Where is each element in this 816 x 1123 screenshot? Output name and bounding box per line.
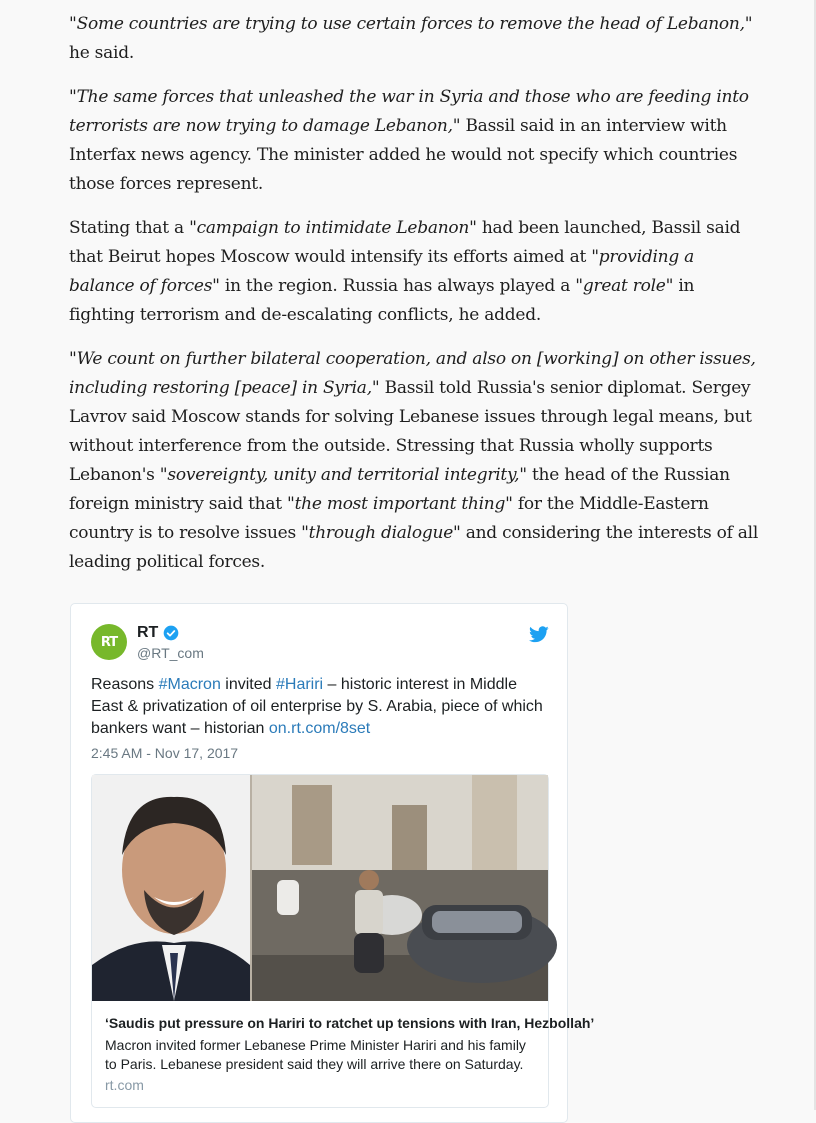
- link-preview-card[interactable]: [91, 774, 595, 1108]
- paragraph-text: " for the Middle-Eastern country is to resolve issues ": [69, 494, 709, 543]
- tweet-timestamp[interactable]: 2:45 AM - Nov 17, 2017: [91, 745, 239, 761]
- paragraph-text: " in the region. Russia has always played a: [212, 276, 576, 296]
- quote: through dialogue: [308, 523, 453, 543]
- paragraph-2: [69, 83, 759, 199]
- card-title[interactable]: ‘Saudis put pressure on Hariri to ratchet up tensions with Iran, Hezbollah’: [105, 1015, 595, 1031]
- quote: providing a balance of forces: [69, 247, 695, 296]
- paragraph-text: had been launched, Bassil said that Beirut hopes Moscow would intensify its efforts aimed at ": [69, 218, 741, 267]
- article-body: [69, 10, 759, 592]
- paragraph-3: [69, 214, 759, 330]
- paragraph-text: " the head of the Russian foreign ministry said that ": [69, 465, 730, 514]
- tweet-text-segment: Reasons: [91, 676, 159, 693]
- paragraph-text: Bassil told Russia's senior diplomat. Sergey Lavrov said Moscow stands for solving Lebanese issues through legal means, but without interference from the outside. Stressing that Russia wholly supports Lebanon's ": [69, 378, 752, 485]
- twitter-bird-icon[interactable]: [529, 626, 549, 643]
- quote: "Some countries are trying to use certain forces to remove the head of Lebanon,": [69, 14, 753, 34]
- tweet-text-segment: – historic interest in Middle East & privatization of oil enterprise by S. Arabia, piece of which bankers want – historian: [91, 676, 543, 737]
- tweet-author-handle[interactable]: @RT_com: [137, 645, 204, 661]
- tweet-author-name[interactable]: RT: [137, 624, 159, 641]
- tweet-text-segment: invited: [220, 676, 276, 693]
- hashtag-link[interactable]: #Hariri: [275, 676, 324, 693]
- tweet-url-link[interactable]: on.rt.com/8set: [268, 720, 371, 737]
- tweet-text: [91, 674, 553, 740]
- quote: sovereignty, unity and territorial integrity,: [167, 465, 520, 485]
- paragraph-1: [69, 10, 759, 68]
- paragraph-4: [69, 345, 759, 577]
- embedded-tweet[interactable]: [70, 603, 595, 1123]
- quote: the most important thing: [294, 494, 506, 514]
- paragraph-text: " and considering the interests of all leading political forces.: [69, 523, 759, 572]
- paragraph-text: Stating that a: [69, 218, 190, 238]
- paragraph-text: " Bassil said in an interview with Interfax news agency. The minister added he would not specify which countries those forces represent.: [69, 116, 738, 194]
- paragraph-text: he said.: [69, 43, 134, 63]
- avatar[interactable]: [91, 624, 127, 660]
- card-image: [92, 775, 548, 1001]
- paragraph-text: in fighting terrorism and de-escalating conflicts, he added.: [69, 276, 695, 325]
- quote: "The same forces that unleashed the war in Syria and those who are feeding into terrorists are now trying to damage Lebanon,: [69, 87, 749, 136]
- quote: We count on further bilateral cooperation, and also on [working] on other issues, including restoring [peace] in Syria,": [69, 349, 756, 398]
- avatar-logo-text: RT: [100, 634, 118, 650]
- card-description: Macron invited former Lebanese Prime Minister Hariri and his family to Paris. Lebanese president said they will arrive there on Saturday.: [105, 1037, 526, 1072]
- quote: "campaign to intimidate Lebanon": [189, 218, 477, 238]
- hashtag-link[interactable]: #Macron: [158, 676, 221, 693]
- paragraph-text: ": [69, 349, 77, 369]
- verified-badge-icon: [163, 625, 179, 641]
- card-domain[interactable]: rt.com: [105, 1077, 144, 1093]
- quote: "great role": [575, 276, 674, 296]
